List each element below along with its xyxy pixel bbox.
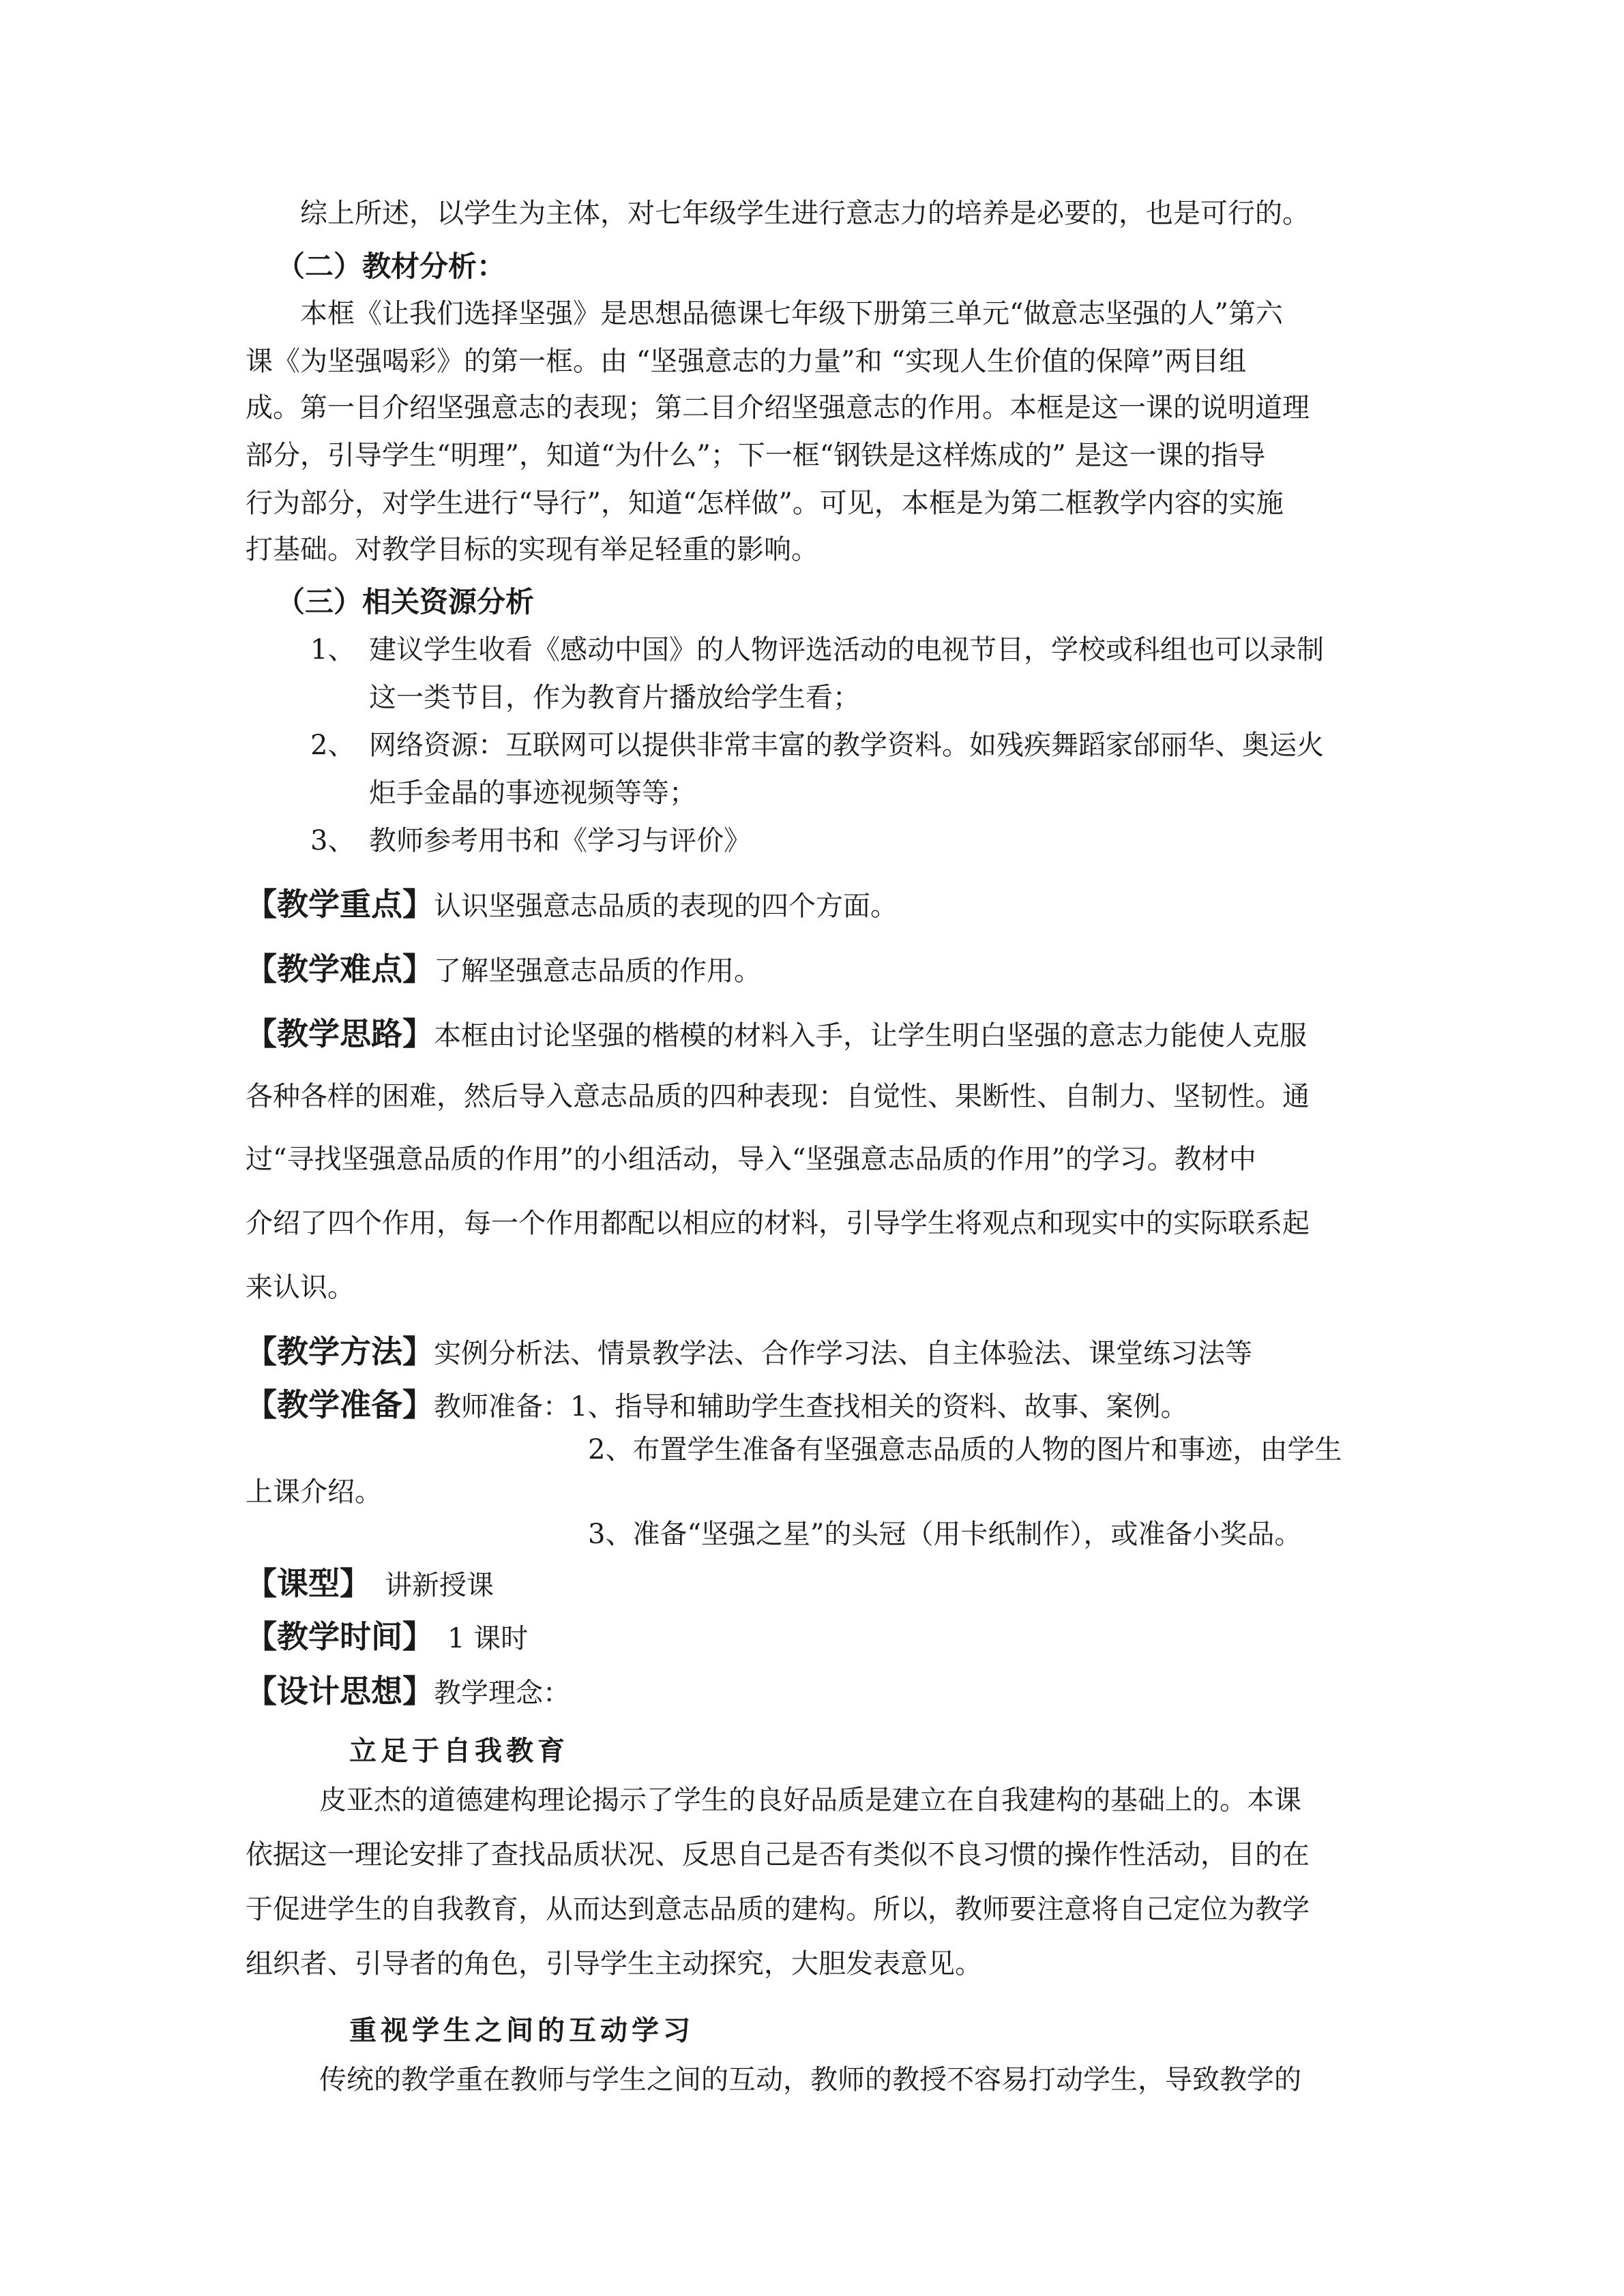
list-number: 2、	[310, 730, 355, 761]
paragraph-line: 依据这一理论安排了查找品质状况、反思自己是否有类似不良习惯的操作性活动，目的在	[246, 1839, 1310, 1870]
teaching-preparation-text: 教师准备：1、指导和辅助学生查找相关的资料、故事、案例。	[434, 1391, 1188, 1422]
teaching-method-text: 实例分析法、情景教学法、合作学习法、自主体验法、课堂练习法等	[434, 1338, 1252, 1369]
paragraph-line: 3、准备“坚强之星”的头冠（用卡纸制作），或准备小奖品。	[588, 1519, 1302, 1550]
paragraph-line: 于促进学生的自我教育，从而达到意志品质的建构。所以，教师要注意将自己定位为教学	[246, 1894, 1310, 1925]
paragraph-line: 各种各样的困难，然后导入意志品质的四种表现：自觉性、果断性、自制力、坚韧性。通	[246, 1081, 1310, 1112]
paragraph-line: 过“寻找坚强意品质的作用”的小组活动，导入“坚强意志品质的作用”的学习。教材中	[246, 1144, 1256, 1175]
list-text: 建议学生收看《感动中国》的人物评选活动的电视节目，学校或科组也可以录制	[369, 634, 1324, 666]
teaching-focus-text: 认识坚强意志品质的表现的四个方面。	[434, 891, 898, 922]
list-item	[310, 726, 1443, 764]
paragraph-line: 组织者、引导者的角色，引导学生主动探究，大胆发表意见。	[246, 1948, 982, 1980]
lesson-type-text: 讲新授课	[385, 1570, 494, 1601]
teaching-idea-text: 本框由讨论坚强的楷模的材料入手，让学生明白坚强的意志力能使人克服	[434, 1020, 1307, 1052]
paragraph-line: 行为部分，对学生进行“导行”，知道“怎样做”。可见，本框是为第二框教学内容的实施	[246, 488, 1284, 519]
list-number: 1、	[310, 634, 355, 666]
teaching-difficulty	[246, 950, 1378, 990]
paragraph-line: 来认识。	[246, 1272, 355, 1303]
paragraph-line: 介绍了四个作用，每一个作用都配以相应的材料，引导学生将观点和现实中的实际联系起	[246, 1208, 1310, 1239]
paragraph-line: 部分，引导学生“明理”，知道“为什么”；下一框“钢铁是这样炼成的” 是这一课的指导	[246, 440, 1266, 471]
teaching-method	[246, 1332, 1378, 1373]
list-number: 3、	[310, 825, 355, 856]
list-text: 教师参考用书和《学习与评价》	[369, 825, 751, 856]
teaching-time	[246, 1617, 1378, 1658]
paragraph-line: 传统的教学重在教师与学生之间的互动，教师的教授不容易打动学生，导致教学的	[319, 2064, 1301, 2096]
label-teaching-method: 【教学方法】	[246, 1333, 434, 1370]
section-heading-resources: （三）相关资源分析	[276, 585, 535, 618]
paragraph-line: 课《为坚强喝彩》的第一框。由 “坚强意志的力量”和 “实现人生价值的保障”两目组	[246, 346, 1247, 377]
paragraph-line: 综上所述，以学生为主体，对七年级学生进行意志力的培养是必要的，也是可行的。	[300, 198, 1310, 229]
label-teaching-idea: 【教学思路】	[246, 1015, 434, 1052]
paragraph-line: 2、布置学生准备有坚强意志品质的人物的图片和事迹，由学生	[588, 1434, 1342, 1465]
label-teaching-focus: 【教学重点】	[246, 886, 434, 923]
design-idea	[246, 1672, 1378, 1712]
paragraph-line: 打基础。对教学目标的实现有举足轻重的影响。	[246, 534, 818, 565]
teaching-idea	[246, 1015, 1378, 1055]
paragraph-line: 上课介绍。	[246, 1476, 382, 1508]
label-lesson-type: 【课型】	[246, 1565, 371, 1602]
paragraph-line: 皮亚杰的道德建构理论揭示了学生的良好品质是建立在自我建构的基础上的。本课	[319, 1785, 1301, 1816]
list-item-continuation: 炬手金晶的事迹视频等等；	[369, 777, 696, 809]
list-item-continuation: 这一类节目，作为教育片播放给学生看；	[369, 682, 860, 713]
list-item	[310, 631, 1443, 669]
label-design-idea: 【设计思想】	[246, 1673, 434, 1710]
list-text: 网络资源：互联网可以提供非常丰富的教学资料。如残疾舞蹈家邰丽华、奥运火	[369, 730, 1324, 761]
label-teaching-difficulty: 【教学难点】	[246, 951, 434, 987]
teaching-difficulty-text: 了解坚强意志品质的作用。	[434, 955, 761, 987]
design-idea-text: 教学理念：	[434, 1678, 570, 1709]
section-heading-textbook: （二）教材分析：	[276, 250, 506, 283]
subheading-self-education: 立足于自我教育	[349, 1735, 569, 1767]
teaching-preparation	[246, 1386, 1378, 1426]
paragraph-line: 成。第一目介绍坚强意志的表现；第二目介绍坚强意志的作用。本框是这一课的说明道理	[246, 392, 1310, 423]
list-item	[310, 822, 1443, 860]
label-teaching-time: 【教学时间】	[246, 1618, 434, 1655]
label-teaching-preparation: 【教学准备】	[246, 1386, 434, 1423]
teaching-time-text: 1 课时	[447, 1623, 529, 1654]
paragraph-line: 本框《让我们选择坚强》是思想品德课七年级下册第三单元“做意志坚强的人”第六	[300, 298, 1283, 329]
teaching-focus	[246, 885, 1378, 925]
lesson-type	[246, 1564, 1378, 1605]
subheading-peer-interaction: 重视学生之间的互动学习	[349, 2014, 694, 2046]
